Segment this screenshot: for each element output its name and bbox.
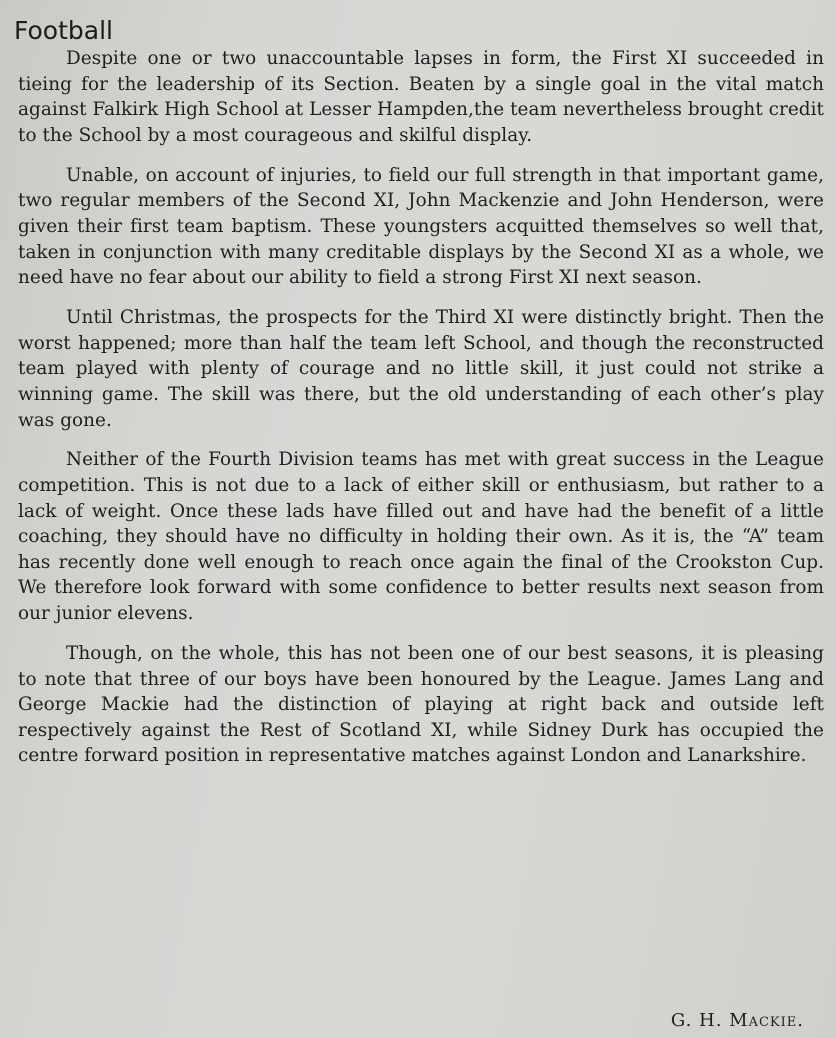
article-heading: Football: [14, 16, 113, 45]
article-paragraph: Though, on the whole, this has not been one of our best seasons, it is pleasing to note that three of our boys have been honoured by the League. James Lang and George Mackie had the distinction of playing at right back and outside left respectively against the Rest of Scotland XI, while Sidney Durk has occupied the centre forward position in representative matches against London and Lanarkshire.: [18, 643, 824, 767]
article-paragraph: Neither of the Fourth Division teams has met with great success in the League competition. This is not due to a lack of either skill or enthusiasm, but rather to a lack of weight. Once these lads have filled out and have had the benefit of a little coaching, they should have no difficulty in holding their own. As it is, the “A” team has recently done well enough to reach once again the final of the Crookston Cup. We therefore look forward with some confidence to better results next season from our junior elevens.: [18, 449, 824, 625]
article-paragraph: Despite one or two unaccountable lapses in form, the First XI succeeded in tieing for the leadership of its Section. Beaten by a single goal in the vital match against Falkirk High School at Lesser Hampden,the team nevertheless brought credit to the School by a most courageous and skilful display.: [18, 48, 824, 146]
author-signature: G. H. Mackie.: [670, 1010, 804, 1031]
article-paragraph: Unable, on account of injuries, to field our full strength in that important game, two regular members of the Second XI, John Mackenzie and John Henderson, were given their first team baptism. These youngsters acquitted themselves so well that, taken in conjunction with many creditable displays by the Second XI as a whole, we need have no fear about our ability to field a strong First XI next season.: [18, 164, 824, 289]
article-body: [18, 46, 824, 783]
article-paragraph: Until Christmas, the prospects for the Third XI were distinctly bright. Then the worst happened; more than half the team left School, and though the reconstructed team played with plenty of courage and no little skill, it just could not strike a winning game. The skill was there, but the old understanding of each other’s play was gone.: [18, 307, 824, 431]
